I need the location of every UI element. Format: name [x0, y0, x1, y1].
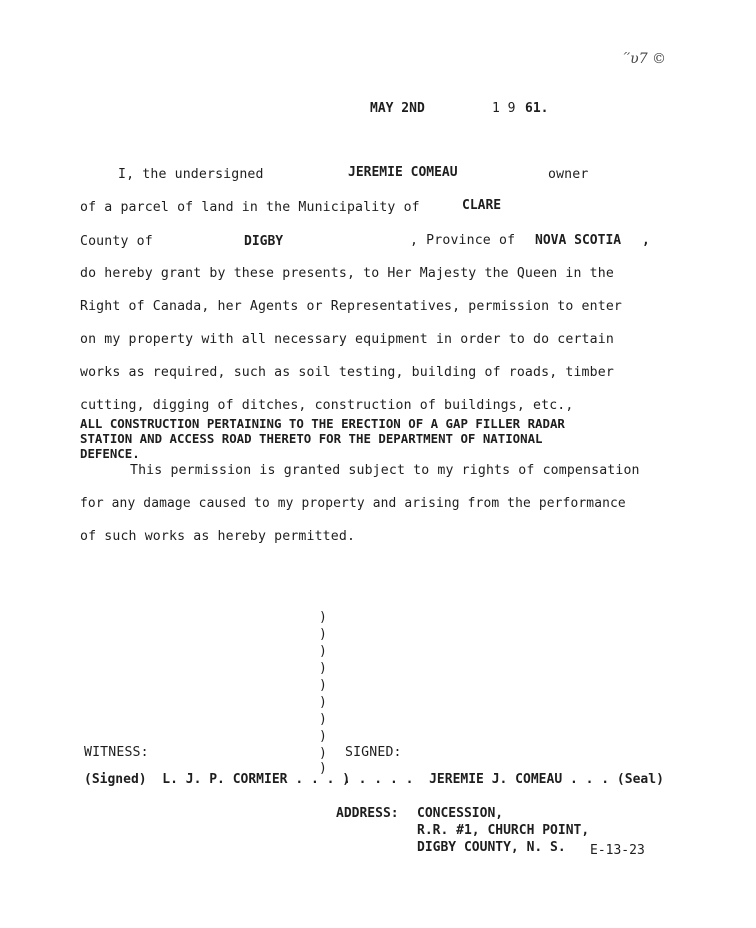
insert-line-3: DEFENCE.: [80, 446, 140, 461]
grant-line-1: do hereby grant by these presents, to Her Majesty the Queen in the: [80, 266, 614, 281]
bracket-mark: ): [319, 627, 327, 642]
bracket-mark: ): [319, 610, 327, 625]
bracket-mark: ): [319, 695, 327, 710]
county-label: County of: [80, 234, 153, 249]
permission-line-2: for any damage caused to my property and arising from the performance: [80, 496, 626, 511]
parcel-line: of a parcel of land in the Municipality of: [80, 200, 420, 215]
signed-label: SIGNED:: [345, 745, 402, 760]
grant-line-5: cutting, digging of ditches, construction of buildings, etc.,: [80, 398, 574, 413]
owner-name: JEREMIE COMEAU: [348, 165, 458, 180]
intro-text: I, the undersigned: [118, 167, 264, 182]
grant-line-2: Right of Canada, her Agents or Representatives, permission to enter: [80, 299, 622, 314]
witness-signature-line: (Signed) L. J. P. CORMIER . . . ): [84, 772, 351, 787]
date-year-prefix: 1 9: [492, 101, 516, 116]
owner-word: owner: [548, 167, 589, 182]
bracket-mark: ): [319, 678, 327, 693]
province-label: , Province of: [410, 233, 516, 248]
province-comma: ,: [642, 233, 650, 248]
address-label: ADDRESS:: [336, 806, 399, 821]
witness-label: WITNESS:: [84, 745, 149, 760]
grant-line-4: works as required, such as soil testing, building of roads, timber: [80, 365, 614, 380]
insert-line-2: STATION AND ACCESS ROAD THERETO FOR THE DEPARTMENT OF NATIONAL: [80, 431, 543, 446]
owner-signature-line: . . . . . JEREMIE J. COMEAU . . . (Seal): [343, 772, 664, 787]
address-line-1: CONCESSION,: [417, 806, 504, 821]
bracket-mark: ): [319, 644, 327, 659]
date-year-suffix: 61.: [525, 101, 549, 116]
document-code: E-13-23: [590, 843, 645, 858]
bracket-mark: ): [319, 712, 327, 727]
address-line-2: R.R. #1, CHURCH POINT,: [417, 823, 590, 838]
bracket-mark: ): [319, 661, 327, 676]
address-line-3: DIGBY COUNTY, N. S.: [417, 840, 566, 855]
municipality-name: CLARE: [462, 198, 502, 213]
grant-line-3: on my property with all necessary equipment in order to do certain: [80, 332, 614, 347]
county-name: DIGBY: [244, 234, 284, 249]
handwritten-page-note: ´′υ7 ©: [620, 51, 667, 67]
permission-line-1: This permission is granted subject to my rights of compensation: [130, 463, 640, 478]
bracket-mark: ): [319, 761, 327, 776]
bracket-mark: ): [319, 746, 327, 761]
bracket-mark: ): [319, 729, 327, 744]
province-name: NOVA SCOTIA: [535, 233, 622, 248]
insert-line-1: ALL CONSTRUCTION PERTAINING TO THE ERECTION OF A GAP FILLER RADAR: [80, 416, 565, 431]
permission-line-3: of such works as hereby permitted.: [80, 529, 356, 544]
date-month-day: MAY 2ND: [370, 101, 425, 116]
